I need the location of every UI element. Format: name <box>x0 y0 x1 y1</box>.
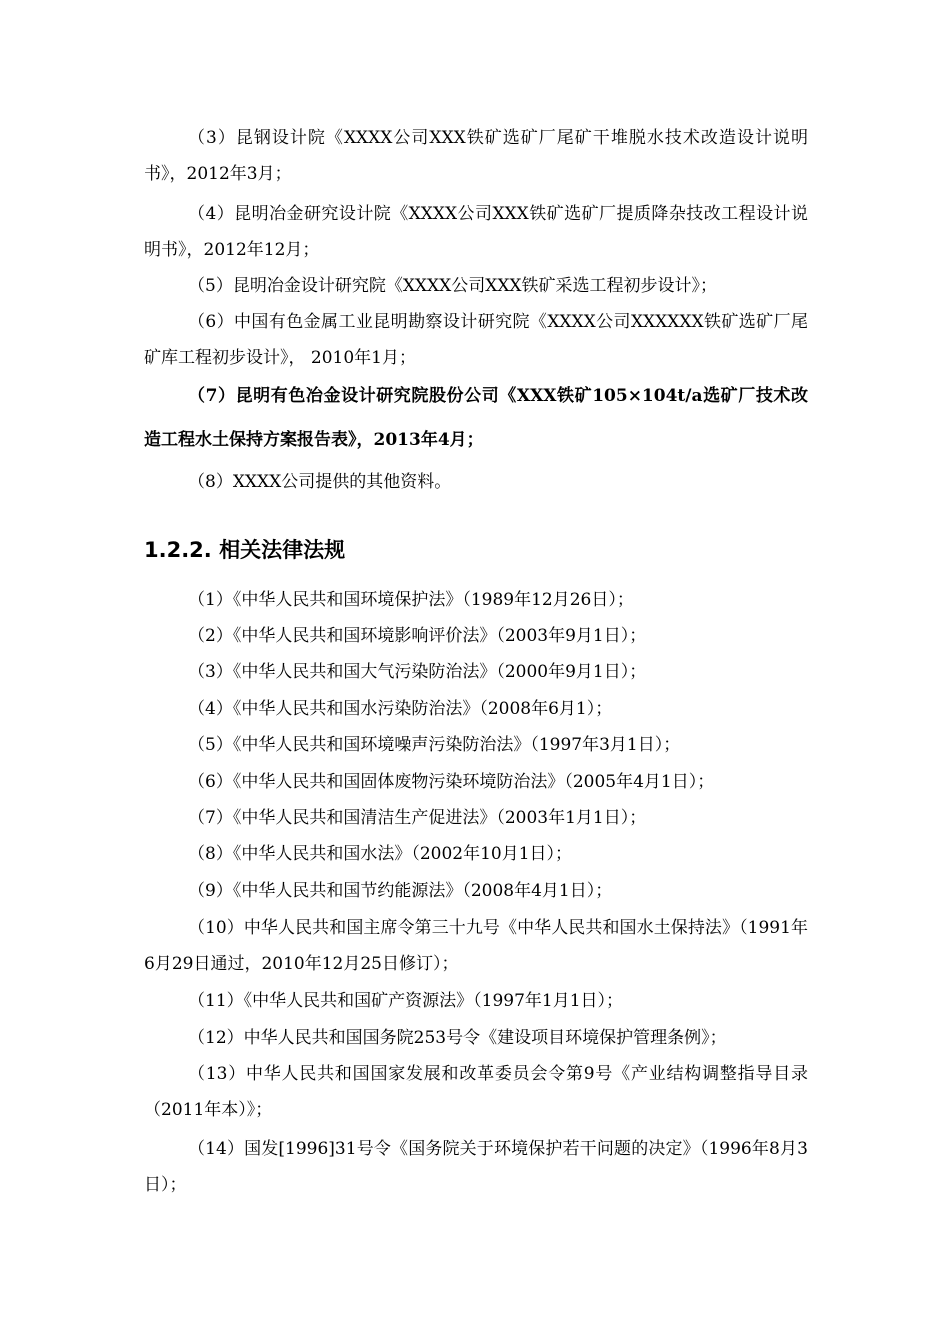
law-item-1: （1）《中华人民共和国环境保护法》（1989年12月26日）； <box>188 590 634 610</box>
law-item-10: （10）中华人民共和国主席令第三十九号《中华人民共和国水土保持法》（1991年6月29日通过，2010年12月25日修订）； <box>144 918 808 974</box>
law-item-8: （8）《中华人民共和国水法》（2002年10月1日）； <box>188 844 573 864</box>
law-item-7: （7）《中华人民共和国清洁生产促进法》（2003年1月1日）； <box>188 808 647 828</box>
law-item-3: （3）《中华人民共和国大气污染防治法》（2000年9月1日）； <box>188 662 647 682</box>
reference-item-4: （4）昆明冶金研究设计院《XXXX公司XXX铁矿选矿厂提质降杂技改工程设计说明书》，2012年12月； <box>144 204 808 260</box>
law-item-11: （11）《中华人民共和国矿产资源法》（1997年1月1日）； <box>188 991 624 1011</box>
law-item-2: （2）《中华人民共和国环境影响评价法》（2003年9月1日）； <box>188 626 647 646</box>
law-item-5: （5）《中华人民共和国环境噪声污染防治法》（1997年3月1日）； <box>188 735 681 755</box>
reference-item-6: （6）中国有色金属工业昆明勘察设计研究院《XXXX公司XXXXXX铁矿选矿厂尾矿库工程初步设计》， 2010年1月； <box>144 312 808 368</box>
law-item-13: （13）中华人民共和国国家发展和改革委员会令第9号《产业结构调整指导目录（2011年本）》； <box>144 1064 808 1120</box>
reference-item-5: （5）昆明冶金设计研究院《XXXX公司XXX铁矿采选工程初步设计》； <box>188 276 718 296</box>
law-item-4: （4）《中华人民共和国水污染防治法》（2008年6月1）； <box>188 699 613 719</box>
law-item-6: （6）《中华人民共和国固体废物污染环境防治法》（2005年4月1日）； <box>188 772 715 792</box>
reference-item-3: （3）昆钢设计院《XXXX公司XXX铁矿选矿厂尾矿干堆脱水技术改造设计说明书》，2012年3月； <box>144 128 808 184</box>
law-item-9: （9）《中华人民共和国节约能源法》（2008年4月1日）； <box>188 881 613 901</box>
section-heading: 1.2.2. 相关法律法规 <box>144 538 346 562</box>
law-item-14: （14）国发[1996]31号令《国务院关于环境保护若干问题的决定》（1996年8月3日）； <box>144 1139 808 1195</box>
reference-item-7: （7）昆明有色冶金设计研究院股份公司《XXX铁矿105×104t/a选矿厂技术改造工程水土保持方案报告表》，2013年4月； <box>144 386 808 450</box>
law-item-12: （12）中华人民共和国国务院253号令《建设项目环境保护管理条例》； <box>188 1028 727 1048</box>
reference-item-8: （8）XXXX公司提供的其他资料。 <box>188 472 452 492</box>
